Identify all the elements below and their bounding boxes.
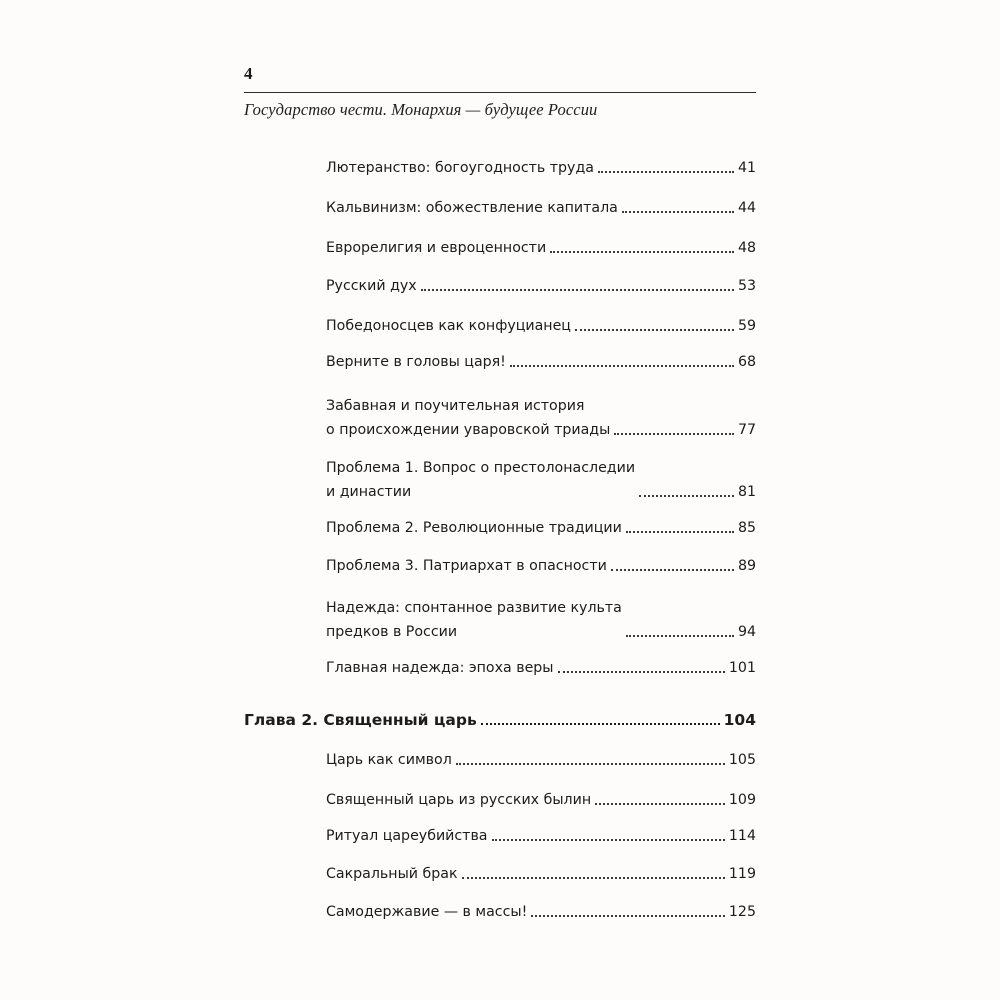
toc-entry	[326, 556, 756, 576]
toc-entry-title: Проблема 3. Патриархат в опасности	[326, 558, 607, 574]
toc-entry-title	[326, 598, 622, 642]
dot-leader	[481, 723, 720, 725]
toc-entry-page: 101	[728, 660, 756, 676]
toc-entry-page: 114	[728, 828, 756, 844]
toc-entry-title: Проблема 2. Революционные традиции	[326, 520, 622, 536]
toc-entry-title: Лютеранство: богоугодность труда	[326, 160, 594, 176]
toc-entry-page: 104	[723, 711, 756, 729]
dot-leader	[611, 569, 734, 571]
toc-entry-title: Кальвинизм: обожествление капитала	[326, 200, 618, 216]
toc-entry-page: 44	[737, 200, 756, 216]
toc-entry	[326, 396, 756, 440]
toc-entry-page: 53	[737, 278, 756, 294]
toc-entry	[326, 352, 756, 372]
toc-entry	[326, 826, 756, 846]
toc-entry	[326, 902, 756, 922]
toc-entry	[326, 864, 756, 884]
toc-entry-page: 48	[737, 240, 756, 256]
dot-leader	[462, 877, 725, 879]
toc-entry-page: 109	[728, 792, 756, 808]
toc-entry	[326, 458, 756, 502]
toc-entry-title	[326, 458, 635, 502]
toc-entry-page: 59	[737, 318, 756, 334]
toc-entry	[326, 790, 756, 810]
toc-entry-page: 41	[737, 160, 756, 176]
toc-entry-title: Сакральный брак	[326, 866, 458, 882]
dot-leader	[626, 531, 734, 533]
dot-leader	[622, 211, 734, 213]
toc-entry-page: 81	[737, 484, 756, 500]
toc-entry-title: Победоносцев как конфуцианец	[326, 318, 571, 334]
toc-entry-page: 105	[728, 752, 756, 768]
toc-entry-title	[326, 396, 610, 440]
page-number: 4	[244, 64, 253, 83]
toc-entry-title: Ритуал цареубийства	[326, 828, 488, 844]
toc-entry	[326, 658, 756, 678]
dot-leader	[595, 803, 725, 805]
toc-entry	[326, 158, 756, 178]
toc-entry	[326, 238, 756, 258]
toc-entry-title: Священный царь из русских былин	[326, 792, 592, 808]
toc-entry-page: 89	[737, 558, 756, 574]
toc-chapter-entry	[244, 710, 756, 730]
dot-leader	[456, 763, 725, 765]
toc-entry	[326, 598, 756, 642]
toc-entry	[326, 198, 756, 218]
table-of-contents	[244, 0, 756, 1000]
toc-entry-title: Верните в головы царя!	[326, 354, 506, 370]
toc-entry	[326, 276, 756, 296]
dot-leader	[598, 171, 734, 173]
toc-entry-title-line: и династии	[326, 484, 412, 500]
toc-entry-title-line: Надежда: спонтанное развитие культа	[326, 600, 622, 616]
dot-leader	[558, 671, 725, 673]
dot-leader	[626, 635, 734, 637]
toc-entry	[326, 316, 756, 336]
dot-leader	[531, 915, 725, 917]
toc-entry	[326, 518, 756, 538]
dot-leader	[575, 329, 734, 331]
dot-leader	[492, 839, 725, 841]
toc-entry-page: 94	[737, 624, 756, 640]
toc-entry-title-line: предков в России	[326, 624, 458, 640]
dot-leader	[639, 495, 734, 497]
toc-entry-title: Самодержавие — в массы!	[326, 904, 528, 920]
toc-entry-page: 68	[737, 354, 756, 370]
dot-leader	[614, 433, 734, 435]
toc-entry-page: 125	[728, 904, 756, 920]
toc-entry-title: Еврорелигия и евроценности	[326, 240, 547, 256]
toc-entry-page: 77	[737, 422, 756, 438]
dot-leader	[550, 251, 734, 253]
toc-entry-title-line: о происхождении уваровской триады	[326, 422, 611, 438]
toc-entry-title-line: Проблема 1. Вопрос о престолонаследии	[326, 460, 636, 476]
toc-chapter-title: Глава 2. Священный царь	[244, 711, 477, 729]
running-title: Государство чести. Монархия — будущее России	[244, 100, 598, 119]
toc-entry	[326, 750, 756, 770]
dot-leader	[421, 289, 734, 291]
toc-entry-title: Главная надежда: эпоха веры	[326, 660, 554, 676]
toc-entry-title: Русский дух	[326, 278, 417, 294]
toc-entry-page: 119	[728, 866, 756, 882]
toc-entry-page: 85	[737, 520, 756, 536]
toc-entry-title: Царь как символ	[326, 752, 452, 768]
dot-leader	[510, 365, 734, 367]
toc-entry-title-line: Забавная и поучительная история	[326, 398, 585, 414]
